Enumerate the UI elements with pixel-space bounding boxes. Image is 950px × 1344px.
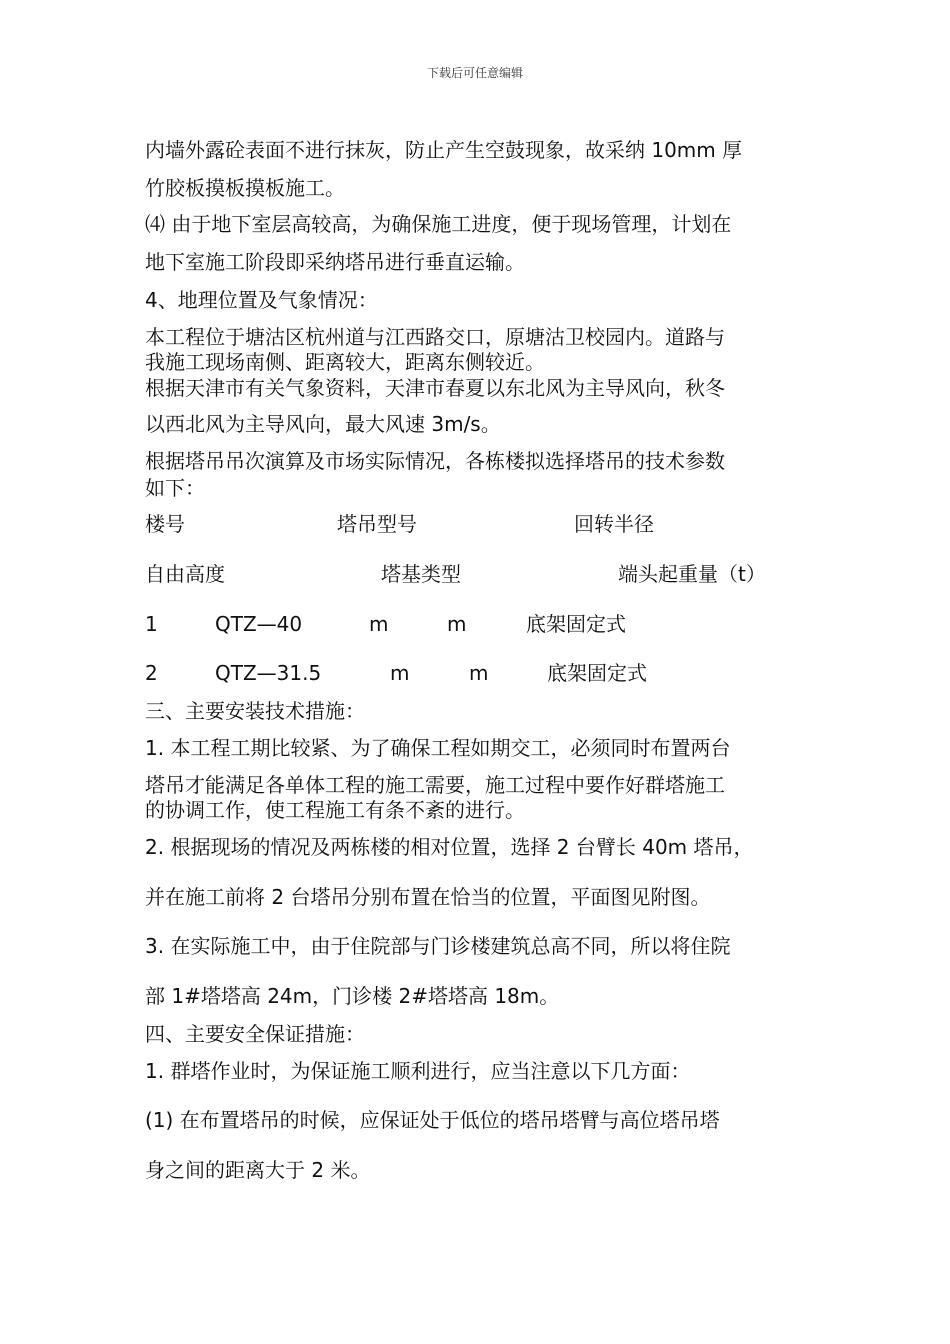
table-row-1-base: 底架固定式 [526, 612, 626, 636]
paragraph-line: 地下室施工阶段即采纳塔吊进行垂直运输。 [145, 250, 525, 274]
paragraph-line: 本工程位于塘沽区杭州道与江西路交口，原塘沽卫校园内。道路与 [145, 325, 725, 349]
table-header-free-height: 自由高度 [145, 562, 225, 586]
table-row-2-radius: m [390, 661, 410, 685]
paragraph-line: ⑷ 由于地下室层高较高，为确保施工进度，便于现场管理，计划在 [145, 212, 732, 236]
section-heading: 四、主要安全保证措施： [145, 1022, 365, 1046]
table-row-2-height: m [469, 661, 489, 685]
paragraph-line: 如下： [145, 476, 205, 500]
table-row-2-model: QTZ—31.5 [215, 661, 322, 685]
paragraph-line: 塔吊才能满足各单体工程的施工需要，施工过程中要作好群塔施工 [145, 773, 725, 797]
table-row-2-no: 2 [145, 661, 158, 685]
paragraph-line: 的协调工作，使工程施工有条不紊的进行。 [145, 798, 525, 822]
section-heading: 三、主要安装技术措施： [145, 699, 365, 723]
table-header-building-no: 楼号 [145, 512, 185, 536]
paragraph-line: 根据塔吊吊次演算及市场实际情况，各栋楼拟选择塔吊的技术参数 [145, 449, 725, 473]
table-header-crane-model: 塔吊型号 [337, 512, 417, 536]
paragraph-line: 内墙外露砼表面不进行抹灰，防止产生空鼓现象，故采纳 10mm 厚 [145, 138, 743, 162]
paragraph-line: 并在施工前将 2 台塔吊分别布置在恰当的位置，平面图见附图。 [145, 885, 711, 909]
paragraph-line: 部 1#塔塔高 24m，门诊楼 2#塔塔高 18m。 [145, 984, 560, 1008]
table-row-1-no: 1 [145, 612, 158, 636]
table-header-radius: 回转半径 [574, 512, 654, 536]
paragraph-line: 根据天津市有关气象资料，天津市春夏以东北风为主导风向，秋冬 [145, 376, 725, 400]
table-row-1-height: m [447, 612, 467, 636]
section-heading: 4、地理位置及气象情况： [145, 288, 378, 312]
table-header-base-type: 塔基类型 [381, 562, 461, 586]
paragraph-line: (1) 在布置塔吊的时候，应保证处于低位的塔吊塔臂与高位塔吊塔 [145, 1108, 720, 1132]
paragraph-line: 竹胶板摸板摸板施工。 [145, 176, 345, 200]
paragraph-line: 2. 根据现场的情况及两栋楼的相对位置，选择 2 台臂长 40m 塔吊， [145, 835, 754, 859]
page-header: 下载后可任意编辑 [426, 66, 523, 80]
table-row-1-radius: m [369, 612, 389, 636]
paragraph-line: 以西北风为主导风向，最大风速 3m/s。 [145, 412, 501, 436]
paragraph-line: 3. 在实际施工中，由于住院部与门诊楼建筑总高不同，所以将住院 [145, 934, 731, 958]
table-row-2-base: 底架固定式 [547, 661, 647, 685]
paragraph-line: 1. 本工程工期比较紧、为了确保工程如期交工，必须同时布置两台 [145, 736, 731, 760]
paragraph-line: 身之间的距离大于 2 米。 [145, 1158, 371, 1182]
table-row-1-model: QTZ—40 [215, 612, 303, 636]
paragraph-line: 我施工现场南侧、距离较大，距离东侧较近。 [145, 350, 545, 374]
table-header-tip-load: 端头起重量（t） [618, 562, 766, 586]
paragraph-line: 1. 群塔作业时，为保证施工顺利进行，应当注意以下几方面： [145, 1059, 691, 1083]
